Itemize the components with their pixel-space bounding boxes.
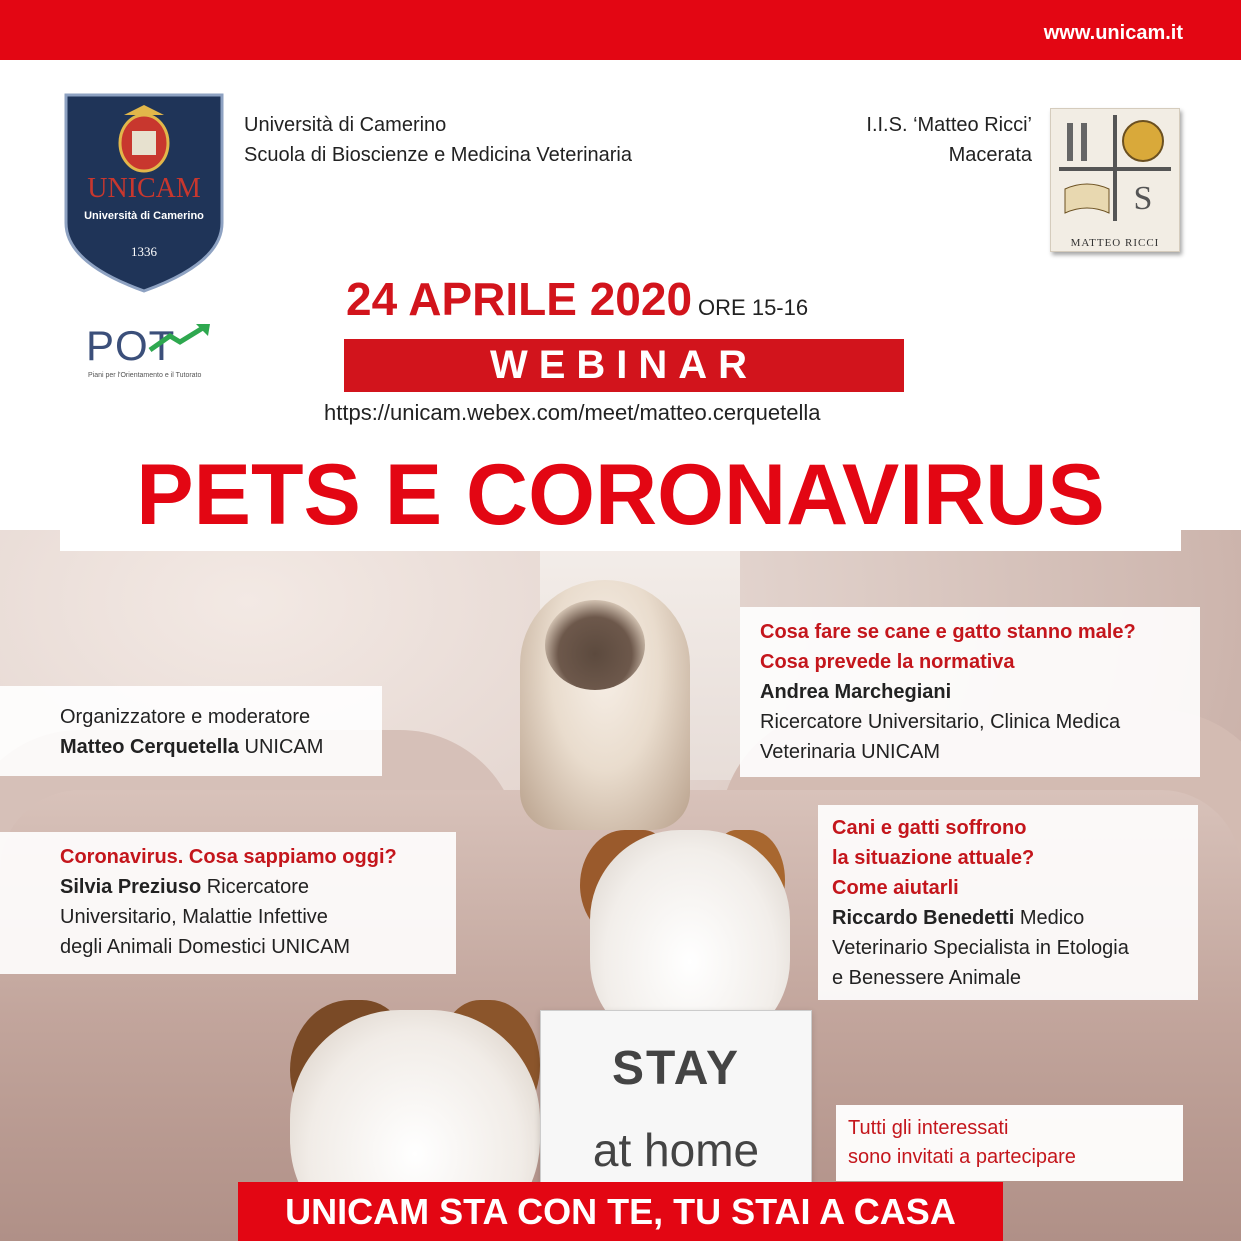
talk1-desc-line2: Veterinaria UNICAM: [760, 741, 941, 763]
talk2-desc-line1: Ricercatore: [201, 876, 309, 898]
talk1-speaker: Andrea Marchegiani: [760, 681, 952, 703]
invite-line2: sono invitati a partecipare: [848, 1146, 1076, 1168]
talk2-speaker: Silvia Preziuso: [60, 876, 202, 898]
school-city: Macerata: [948, 144, 1032, 166]
event-date: [346, 272, 808, 326]
pot-logo: [86, 322, 246, 384]
title-box: [60, 445, 1181, 551]
talk3-title-line1: Cani e gatti soffrono: [832, 817, 1027, 839]
cat-face: [545, 600, 645, 690]
talk3-desc-line3: e Benessere Animale: [832, 967, 1022, 989]
talk3-desc-line2: Veterinario Specialista in Etologia: [832, 937, 1129, 959]
event-time: ORE 15-16: [698, 295, 809, 320]
talk2-title: Coronavirus. Cosa sappiamo oggi?: [60, 846, 397, 868]
talk2-card: [0, 832, 456, 974]
footer-slogan: UNICAM STA CON TE, TU STAI A CASA: [238, 1182, 1003, 1241]
pot-logo-subtitle: Piani per l'Orientamento e il Tutorato: [88, 372, 202, 379]
webinar-banner: WEBINAR: [344, 339, 904, 392]
talk1-desc-line1: Ricercatore Universitario, Clinica Medica: [760, 711, 1121, 733]
pot-arrow-icon: [146, 322, 216, 356]
sign-line1: STAY: [611, 1042, 741, 1095]
talk1-card: [740, 607, 1200, 777]
moderator-card: [0, 686, 382, 776]
unicam-logo-subtitle: Università di Camerino: [84, 210, 204, 222]
event-title: PETS E CORONAVIRUS: [136, 447, 1105, 543]
sign-line2: at home: [592, 1124, 760, 1176]
event-date-text: 24 APRILE 2020: [346, 273, 693, 325]
moderator-role: Organizzatore e moderatore: [60, 706, 311, 728]
ricci-emblem-icon: [1051, 109, 1179, 227]
moderator-affiliation: UNICAM: [238, 736, 324, 758]
talk3-card: [818, 805, 1198, 1000]
pot-logo-name: POT: [86, 322, 176, 369]
talk3-title-line2: la situazione attuale?: [832, 847, 1035, 869]
webinar-url[interactable]: https://unicam.webex.com/meet/matteo.cerquetella: [324, 400, 821, 425]
unicam-logo: [64, 93, 224, 293]
school-info: [810, 110, 1032, 170]
university-name: Università di Camerino: [244, 114, 447, 136]
talk1-title-line2: Cosa prevede la normativa: [760, 651, 1015, 673]
talk2-desc-line3: degli Animali Domestici UNICAM: [60, 936, 351, 958]
talk3-desc-line1: Medico: [1014, 907, 1085, 929]
university-school: Scuola di Bioscienze e Medicina Veterinaria: [244, 144, 632, 166]
school-name: I.I.S. ‘Matteo Ricci’: [866, 114, 1032, 136]
website-link[interactable]: www.unicam.it: [1043, 22, 1183, 44]
talk3-speaker: Riccardo Benedetti: [832, 907, 1015, 929]
talk3-title-line3: Come aiutarli: [832, 877, 959, 899]
moderator-name: Matteo Cerquetella: [60, 736, 239, 758]
crest-icon: [120, 105, 168, 171]
talk1-title-line1: Cosa fare se cane e gatto stanno male?: [760, 621, 1136, 643]
university-info: [244, 110, 632, 170]
ricci-logo-caption: MATTEO RICCI: [1070, 237, 1160, 249]
svg-text:S: S: [1133, 180, 1153, 217]
matteo-ricci-logo: [1050, 108, 1180, 252]
invite-line1: Tutti gli interessati: [848, 1117, 1009, 1139]
unicam-logo-name: UNICAM: [87, 173, 201, 204]
talk2-desc-line2: Universitario, Malattie Infettive: [60, 906, 328, 928]
invite-box: [836, 1105, 1183, 1181]
unicam-logo-year: 1336: [131, 244, 157, 259]
